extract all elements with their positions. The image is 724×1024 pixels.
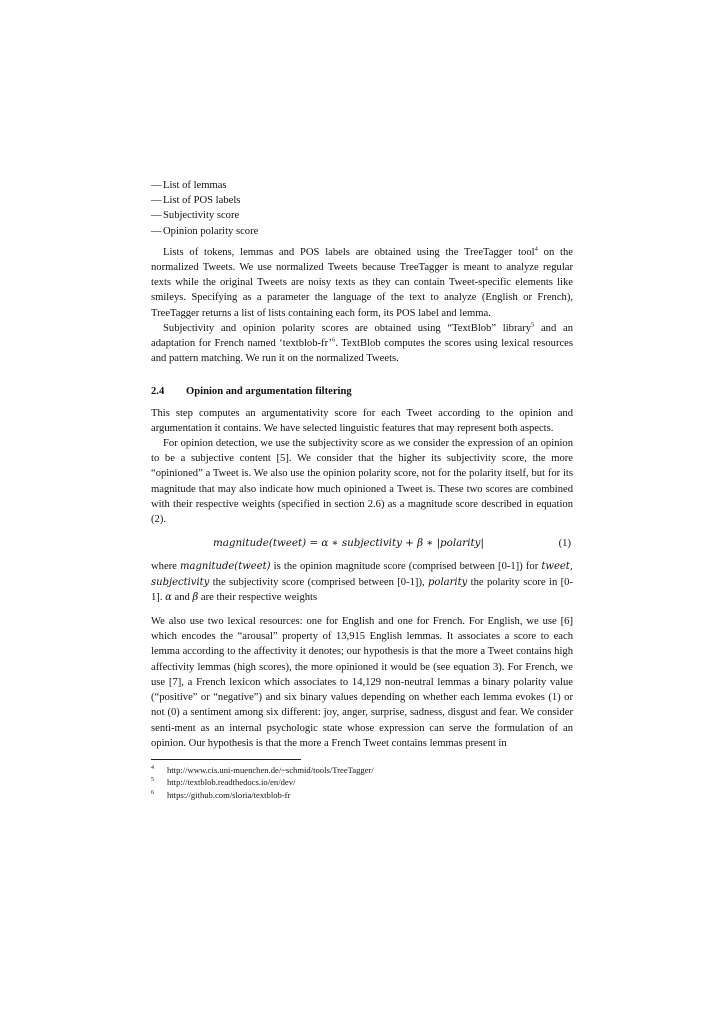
footnote-divider	[151, 759, 301, 760]
footnote-ref: 4	[534, 245, 538, 253]
list-item: — List of lemmas	[151, 180, 227, 191]
list-item: — Opinion polarity score	[151, 225, 259, 237]
list-item: — Subjectivity score	[151, 210, 240, 222]
paragraph-textblob: Subjectivity and opinion polarity scores are obtained using “TextBlob” library$^5$ and an adaptation for French named ‘textblob-fr’$^6$. TextBlob computes the scores using lexical resources and pattern matching. We run it on the normalized Tweets.	[151, 321, 574, 365]
list-item: — List of POS labels	[151, 195, 241, 207]
section-number: 2.4	[151, 386, 165, 398]
equation-formula: magnitude(tweet) = α ∗ subjectivity + β ∗ |polarity|	[213, 537, 484, 550]
paper-page	[151, 178, 573, 801]
footnote-link[interactable]: http://textblob.readthedocs.io/en/dev/	[167, 777, 296, 788]
footnote-link[interactable]: http://www.cis.uni-muenchen.de/~schmid/tools/TreeTagger/	[167, 764, 374, 775]
section-title: Opinion and argumentation filtering	[186, 386, 352, 398]
paragraph-treetagger: Lists of tokens, lemmas and POS labels are obtained using the TreeTagger tool$^4$ on the normalized Tweets. We use normalized Tweets because TreeTagger is meant to analyze regular texts while the original Tweets are noisy texts as they can contain Tweet-specific elements like smileys. Specifying as a parameter the language of the text to analyze (English or French), TreeTagger returns a list of lists containing each form, its POS label and lemma.	[151, 245, 573, 319]
paragraph-opinion-detection: For opinion detection, we use the subjectivity score as we consider the expression of an opinion to be a subjective content [5]. We consider that the higher its subjectivity score, the more “opinioned” a Tweet is. We also use the opinion polarity score, not for the polarity itself, but for its magnitude that may also indicate how much opinioned a Tweet is. These two scores are combined with their respective weights (specified in section 2.6) as a magnitude score described in equation (2).	[151, 438, 573, 526]
footnote-ref: 5	[531, 321, 535, 329]
equation	[151, 536, 573, 551]
section-heading	[151, 384, 573, 399]
paragraph-lexical-resources: We also use two lexical resources: one for English and one for French. For English, we use [6] which encodes the “arousal” property of 13,915 English lemmas. It associates a score to each lemma according to the affectivity it denotes; our hypothesis is that the more a Tweet contains high affectivity lemmas (high scores), the more opinioned it would be (see equation 3). For French, we use [7], a French lexicon which associates to 14,129 non-neutral lemmas a binary polarity value (“positive” or “negative”) and six binary values depending on whether each lemma evokes (1) or not (0) a sentiment among six different: joy, anger, surprise, sadness, disgust and fear. We consider senti-ment as an internal psychologic state whose expression can serve the formulation of an opinion. Our hypothesis is that the more a French Tweet contains lemmas present in	[151, 616, 573, 749]
footnote: 4 http://www.cis.uni-muenchen.de/~schmid/tools/TreeTagger/	[151, 764, 374, 775]
equation-number: (1)	[558, 538, 571, 550]
footnote: 5 http://textblob.readthedocs.io/en/dev/	[151, 777, 296, 788]
footnote: 6 https://github.com/sloria/textblob-fr	[151, 789, 291, 800]
footnotes	[151, 764, 573, 801]
footnote-link[interactable]: https://github.com/sloria/textblob-fr	[167, 789, 291, 800]
output-list	[151, 178, 573, 239]
footnote-ref: 6	[332, 336, 336, 344]
paragraph-intro: This step computes an argumentativity score for each Tweet according to the opinion and argumentation it contains. We have selected linguistic features that may represent both aspects.	[151, 407, 573, 434]
paragraph-equation-explanation: where magnitude(tweet) is the opinion magnitude score (comprised between [0-1]) for tweet, subjectivity the subjectivity score (comprised between [0-1]), polarity the polarity score in [0-1]. α and β are their respective weights	[151, 561, 573, 603]
